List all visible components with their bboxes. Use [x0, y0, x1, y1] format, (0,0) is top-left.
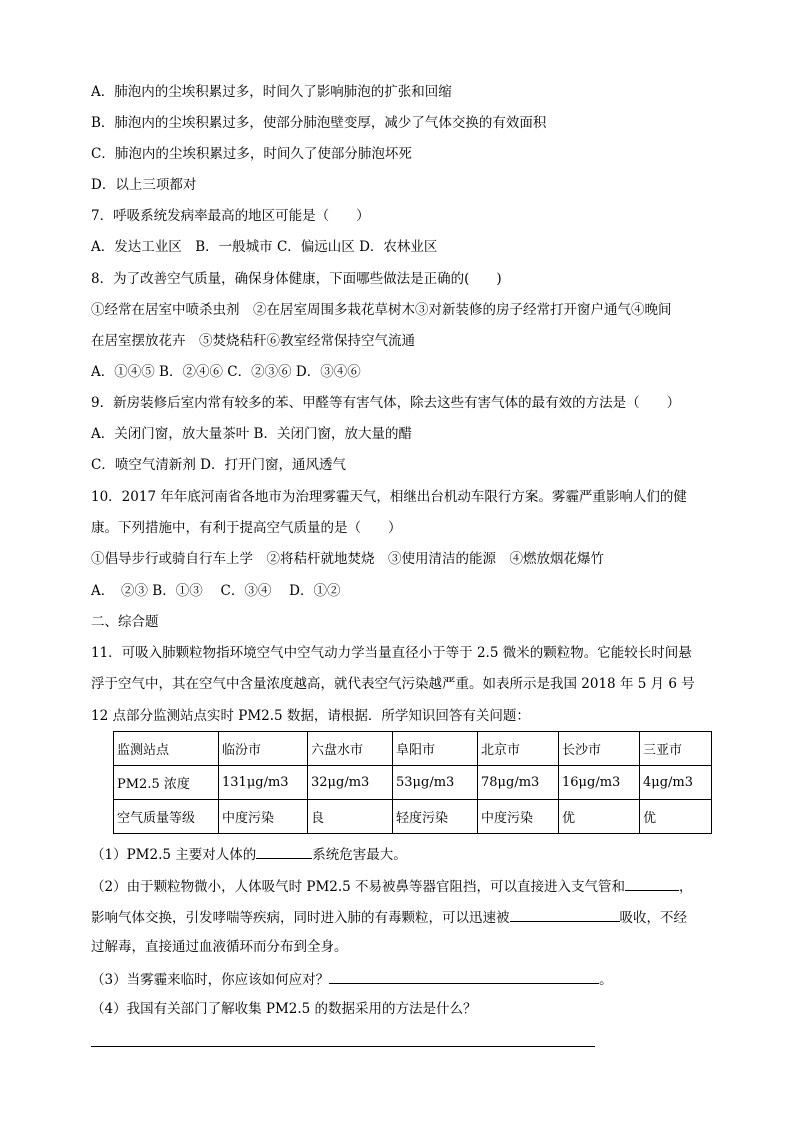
q11-sub2-line3: 过解毒，直接通过血液循环而分布到全身。: [91, 939, 348, 955]
table-cell: 六盘水市: [308, 732, 393, 766]
table-cell: 4μg/m3: [640, 766, 712, 800]
answer-blank[interactable]: [256, 844, 312, 859]
q11-sub2-text-c: 影响气体交换，引发哮喘等疾病，同时进入肺的有毒颗粒，可以迅速被: [91, 910, 510, 926]
table-cell: 临汾市: [219, 732, 308, 766]
table-cell: 良: [308, 800, 393, 834]
q10-stem-line1: 10．2017 年年底河南省各地市为治理雾霾天气，相继出台机动车限行方案。雾霾严重影响人们的健: [91, 489, 687, 505]
table-cell: 优: [640, 800, 712, 834]
q11-sub3: [91, 969, 613, 989]
q6-option-d: D．以上三项都对: [91, 177, 197, 193]
q10-stem-line2: 康。下列措施中，有利于提高空气质量的是（ ）: [91, 520, 402, 536]
q6-option-b: B．肺泡内的尘埃积累过多，使部分肺泡壁变厚，减少了气体交换的有效面积: [91, 115, 547, 131]
q7-options: A．发达工业区 B．一般城市 C．偏远山区 D．农林业区: [91, 239, 438, 255]
q11-sub2-line1: [91, 876, 693, 896]
q11-stem-line1: 11．可吸入肺颗粒物指环境空气中空气动力学当量直径小于等于 2.5 微米的颗粒物。它能较长时间悬: [91, 645, 692, 661]
table-cell: 中度污染: [219, 800, 308, 834]
q8-options: A．①④⑤ B．②④⑥ C．②③⑥ D．③④⑥: [91, 364, 361, 380]
q9-options-cd: C．喷空气清新剂 D．打开门窗，通风透气: [91, 457, 346, 473]
answer-blank[interactable]: [510, 907, 620, 922]
q6-option-c: C．肺泡内的尘埃积累过多，时间久了使部分肺泡坏死: [91, 146, 412, 162]
q8-items-line2: 在居室摆放花卉 ⑤焚烧秸秆⑥教室经常保持空气流通: [91, 333, 415, 349]
q6-option-a: A．肺泡内的尘埃积累过多，时间久了影响肺泡的扩张和回缩: [91, 84, 452, 100]
q11-sub2-line2: [91, 907, 687, 927]
answer-line[interactable]: [91, 1046, 595, 1047]
q11-sub2-text-a: （2）由于颗粒物微小，人体吸气时 PM2.5 不易被鼻等器官阻挡，可以直接进入支气管和: [91, 879, 626, 895]
q11-sub1-text-a: （1）PM2.5 主要对人体的: [91, 847, 257, 863]
q11-stem-line3: 12 点部分监测站点实时 PM2.5 数据，请根据．所学知识回答有关问题：: [91, 708, 530, 724]
table-cell: 阜阳市: [393, 732, 478, 766]
q11-stem-line2: 浮于空气中，其在空气中含量浓度越高，就代表空气污染越严重。如表所示是我国 2018 年 5 月 6 号: [91, 676, 695, 692]
q9-options-ab: A．关闭门窗，放大量茶叶 B．关闭门窗，放大量的醋: [91, 426, 412, 442]
q9-stem: 9．新房装修后室内常有较多的苯、甲醛等有害气体，除去这些有害气体的最有效的方法是（ ）: [91, 395, 681, 411]
table-row: [114, 800, 712, 834]
table-cell: 131μg/m3: [219, 766, 308, 800]
q11-sub1: [91, 844, 407, 864]
table-cell: 78μg/m3: [478, 766, 559, 800]
table-cell: 北京市: [478, 732, 559, 766]
q11-sub1-text-b: 系统危害最大。: [312, 847, 407, 863]
q7-stem: 7．呼吸系统发病率最高的地区可能是（ ）: [91, 208, 370, 224]
table-cell: 空气质量等级: [114, 800, 219, 834]
q8-stem: 8．为了改善空气质量，确保身体健康，下面哪些做法是正确的( ): [91, 271, 502, 287]
answer-blank[interactable]: [625, 876, 679, 891]
q11-sub2-text-d: 吸收，不经: [619, 910, 687, 926]
table-cell: 长沙市: [559, 732, 640, 766]
table-cell: 32μg/m3: [308, 766, 393, 800]
section-heading: 二、综合题: [91, 614, 159, 630]
answer-blank[interactable]: [329, 969, 599, 984]
table-cell: 轻度污染: [393, 800, 478, 834]
table-cell: 53μg/m3: [393, 766, 478, 800]
table-cell: 三亚市: [640, 732, 712, 766]
table-cell: 中度污染: [478, 800, 559, 834]
q11-sub2-text-b: ，: [679, 879, 693, 895]
table-cell: PM2.5 浓度: [114, 766, 219, 800]
pm25-table: [113, 731, 712, 834]
q10-items: ①倡导步行或骑自行车上学 ②将秸杆就地焚烧 ③使用清洁的能源 ④燃放烟花爆竹: [91, 551, 604, 567]
table-row: [114, 732, 712, 766]
q11-sub3-text-a: （3）当雾霾来临时，你应该如何应对？: [91, 972, 330, 988]
table-cell: 16μg/m3: [559, 766, 640, 800]
table-cell: 优: [559, 800, 640, 834]
q10-options: A． ②③ B．①③ C．③④ D．①②: [91, 583, 341, 599]
table-cell: 监测站点: [114, 732, 219, 766]
q11-sub4: （4）我国有关部门了解收集 PM2.5 的数据采用的方法是什么？: [91, 1001, 477, 1017]
table-row: [114, 766, 712, 800]
q11-sub3-text-b: 。: [599, 972, 613, 988]
q8-items-line1: ①经常在居室中喷杀虫剂 ②在居室周围多栽花草树木③对新装修的房子经常打开窗户通气④晚间: [91, 302, 672, 318]
